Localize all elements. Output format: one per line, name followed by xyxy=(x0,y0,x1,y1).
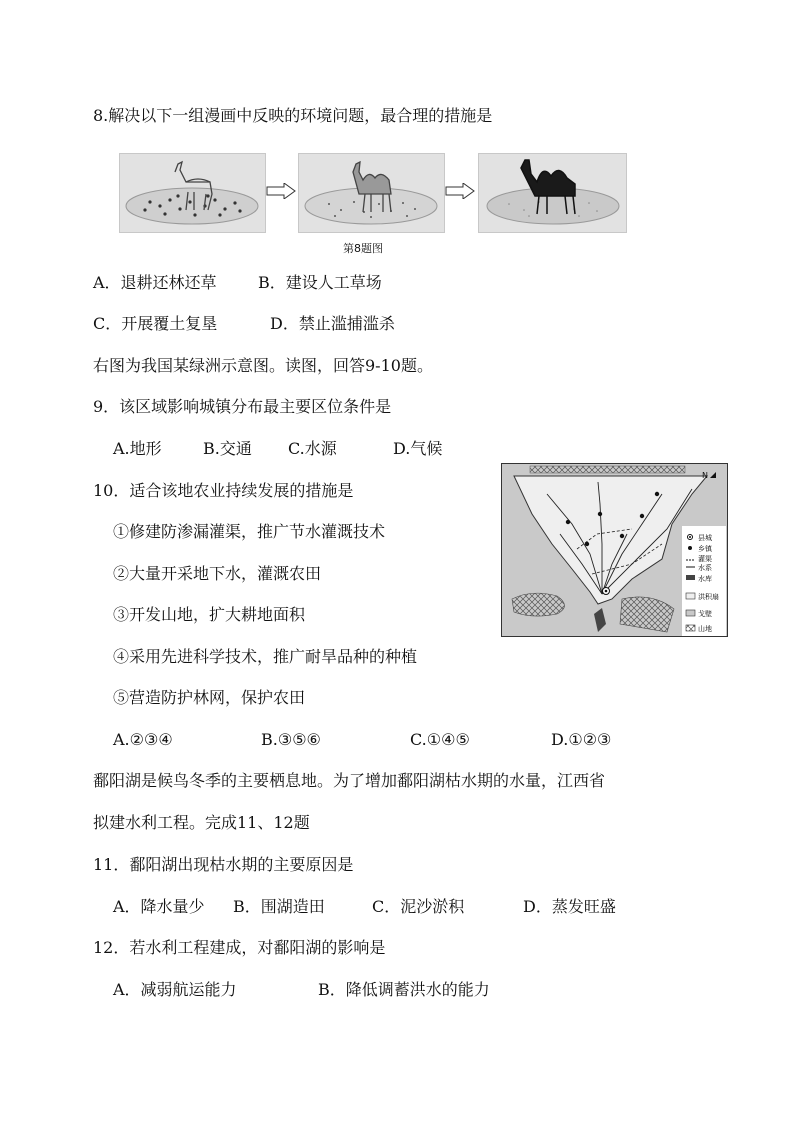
q10-item-3: ③开发山地，扩大耕地面积 xyxy=(113,605,306,624)
legend-alluvial-fan: 洪积扇 xyxy=(698,593,719,601)
q9-option-a: A.地形 xyxy=(113,439,162,458)
oasis-map-drawing xyxy=(502,464,727,636)
q8-option-d: D．禁止滥捕滥杀 xyxy=(270,314,395,333)
q10-option-a: A.②③④ xyxy=(113,730,173,749)
q12-stem: 12．若水利工程建成，对鄱阳湖的影响是 xyxy=(93,938,386,957)
q11-option-a: A．降水量少 xyxy=(113,897,205,916)
q9-stem: 9．该区域影响城镇分布最主要区位条件是 xyxy=(93,397,392,416)
q9-option-d: D.气候 xyxy=(393,439,443,458)
q12-option-b: B．降低调蓄洪水的能力 xyxy=(318,980,490,999)
cartoon-panel-2 xyxy=(298,153,445,233)
q10-item-2: ②大量开采地下水，灌溉农田 xyxy=(113,564,322,583)
legend-reservoir: 水库 xyxy=(698,575,712,583)
arrow-right-icon xyxy=(445,183,475,199)
q9-option-c: C.水源 xyxy=(288,439,337,458)
cartoon-panel-1 xyxy=(119,153,266,233)
q12-option-a: A．减弱航运能力 xyxy=(113,980,237,999)
q10-item-4: ④采用先进科学技术，推广耐旱品种的种植 xyxy=(113,647,418,666)
legend-canal: 灌渠 xyxy=(698,555,712,563)
q8-stem: 8.解决以下一组漫画中反映的环境问题，最合理的措施是 xyxy=(93,106,493,125)
legend-gobi: 戈壁 xyxy=(698,610,712,618)
legend-mountain: 山地 xyxy=(698,625,712,633)
q9-option-b: B.交通 xyxy=(203,439,252,458)
intro-9-10: 右图为我国某绿洲示意图。读图，回答9-10题。 xyxy=(93,356,433,375)
q11-stem: 11．鄱阳湖出现枯水期的主要原因是 xyxy=(93,855,354,874)
legend-town: 乡镇 xyxy=(698,545,712,553)
q8-option-c: C．开展覆土复垦 xyxy=(93,314,218,333)
q11-option-b: B．围湖造田 xyxy=(233,897,325,916)
q10-option-b: B.③⑤⑥ xyxy=(261,730,321,749)
q10-item-1: ①修建防渗漏灌渠，推广节水灌溉技术 xyxy=(113,522,386,541)
q10-item-5: ⑤营造防护林网，保护农田 xyxy=(113,688,306,707)
camel-desert-illustration xyxy=(479,154,626,232)
q10-option-d: D.①②③ xyxy=(551,730,612,749)
q10-option-c: C.①④⑤ xyxy=(410,730,470,749)
camel-grassland-illustration xyxy=(120,154,265,232)
cartoon-panel-3 xyxy=(478,153,627,233)
q11-option-d: D．蒸发旺盛 xyxy=(523,897,616,916)
oasis-map xyxy=(501,463,728,637)
q8-option-a: A．退耕还林还草 xyxy=(93,273,217,292)
north-label: N xyxy=(702,471,708,480)
figure-caption: 第8题图 xyxy=(343,242,383,255)
intro-11-12-line1: 鄱阳湖是候鸟冬季的主要栖息地。为了增加鄱阳湖枯水期的水量，江西省 xyxy=(93,771,606,790)
q10-stem: 10．适合该地农业持续发展的措施是 xyxy=(93,481,354,500)
camel-sparse-grass-illustration xyxy=(299,154,444,232)
legend-river: 水系 xyxy=(698,564,712,572)
arrow-right-icon xyxy=(266,183,296,199)
intro-11-12-line2: 拟建水利工程。完成11、12题 xyxy=(93,813,310,832)
q8-option-b: B．建设人工草场 xyxy=(258,273,382,292)
legend-county: 县城 xyxy=(698,534,712,542)
q11-option-c: C．泥沙淤积 xyxy=(372,897,465,916)
